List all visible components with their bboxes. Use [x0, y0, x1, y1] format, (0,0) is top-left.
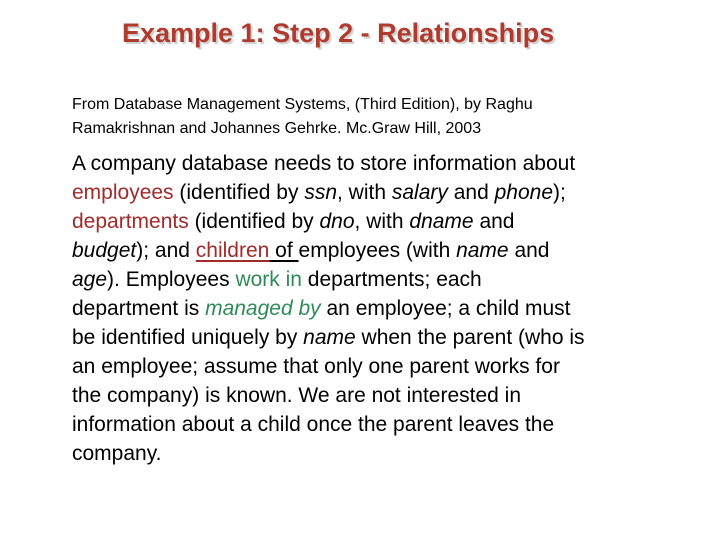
body-line: [72, 207, 702, 236]
body-text-segment: when the parent (who is: [355, 326, 585, 349]
body-text-segment: ). Employees: [107, 268, 236, 291]
body-line: [72, 323, 702, 352]
body-text-segment: );: [553, 181, 566, 204]
body-line: [72, 294, 702, 323]
body-text-segment: department is: [72, 297, 206, 320]
body-text-segment: of: [269, 239, 299, 262]
body-text-segment: and: [508, 239, 550, 262]
body-text-segment: ); and: [136, 239, 196, 262]
attribute-term: name: [456, 239, 509, 262]
body-text-segment: (identified by: [173, 181, 305, 204]
relationship-term: work in: [235, 268, 302, 291]
entity-term: children: [195, 239, 270, 262]
attribute-term: budget: [72, 239, 137, 262]
citation-line: From Database Management Systems, (Third Edition), by Raghu: [72, 96, 533, 113]
body-text-segment: be identified uniquely by: [72, 326, 304, 349]
body-text-segment: company.: [72, 442, 162, 465]
body-text-segment: , with: [337, 181, 392, 204]
citation: [72, 93, 692, 141]
relationship-term: managed by: [205, 297, 321, 320]
body-line: [72, 265, 702, 294]
body-text-segment: (identified by: [188, 210, 320, 233]
body-text-segment: information about a child once the parent leaves the: [72, 413, 555, 436]
body-text-segment: and: [473, 210, 515, 233]
body-text-segment: the company) is known. We are not interested in: [72, 384, 522, 407]
body-text-segment: A company database needs to store information about: [72, 152, 576, 175]
entity-term: departments: [72, 210, 189, 233]
citation-line: Ramakrishnan and Johannes Gehrke. Mc.Graw Hill, 2003: [72, 120, 482, 137]
problem-description: [72, 149, 702, 468]
attribute-term: dno: [319, 210, 355, 233]
body-line: [72, 410, 702, 439]
attribute-term: ssn: [304, 181, 337, 204]
body-line: [72, 439, 702, 468]
attribute-term: name: [303, 326, 356, 349]
body-text-segment: , with: [354, 210, 410, 233]
slide-title: Example 1: Step 2 - Relationships: [122, 18, 555, 48]
attribute-term: phone: [494, 181, 554, 204]
attribute-term: salary: [391, 181, 448, 204]
attribute-term: dname: [409, 210, 474, 233]
body-text-segment: departments; each: [301, 268, 482, 291]
body-text-segment: an employee; assume that only one parent works for: [72, 355, 560, 378]
body-line: [72, 236, 702, 265]
body-line: [72, 149, 702, 178]
entity-term: employees: [72, 181, 174, 204]
body-text-segment: employees (with: [298, 239, 457, 262]
attribute-term: age: [72, 268, 108, 291]
body-text-segment: an employee; a child must: [320, 297, 571, 320]
body-text-segment: and: [447, 181, 495, 204]
body-line: [72, 178, 702, 207]
body-line: [72, 381, 702, 410]
body-line: [72, 352, 702, 381]
